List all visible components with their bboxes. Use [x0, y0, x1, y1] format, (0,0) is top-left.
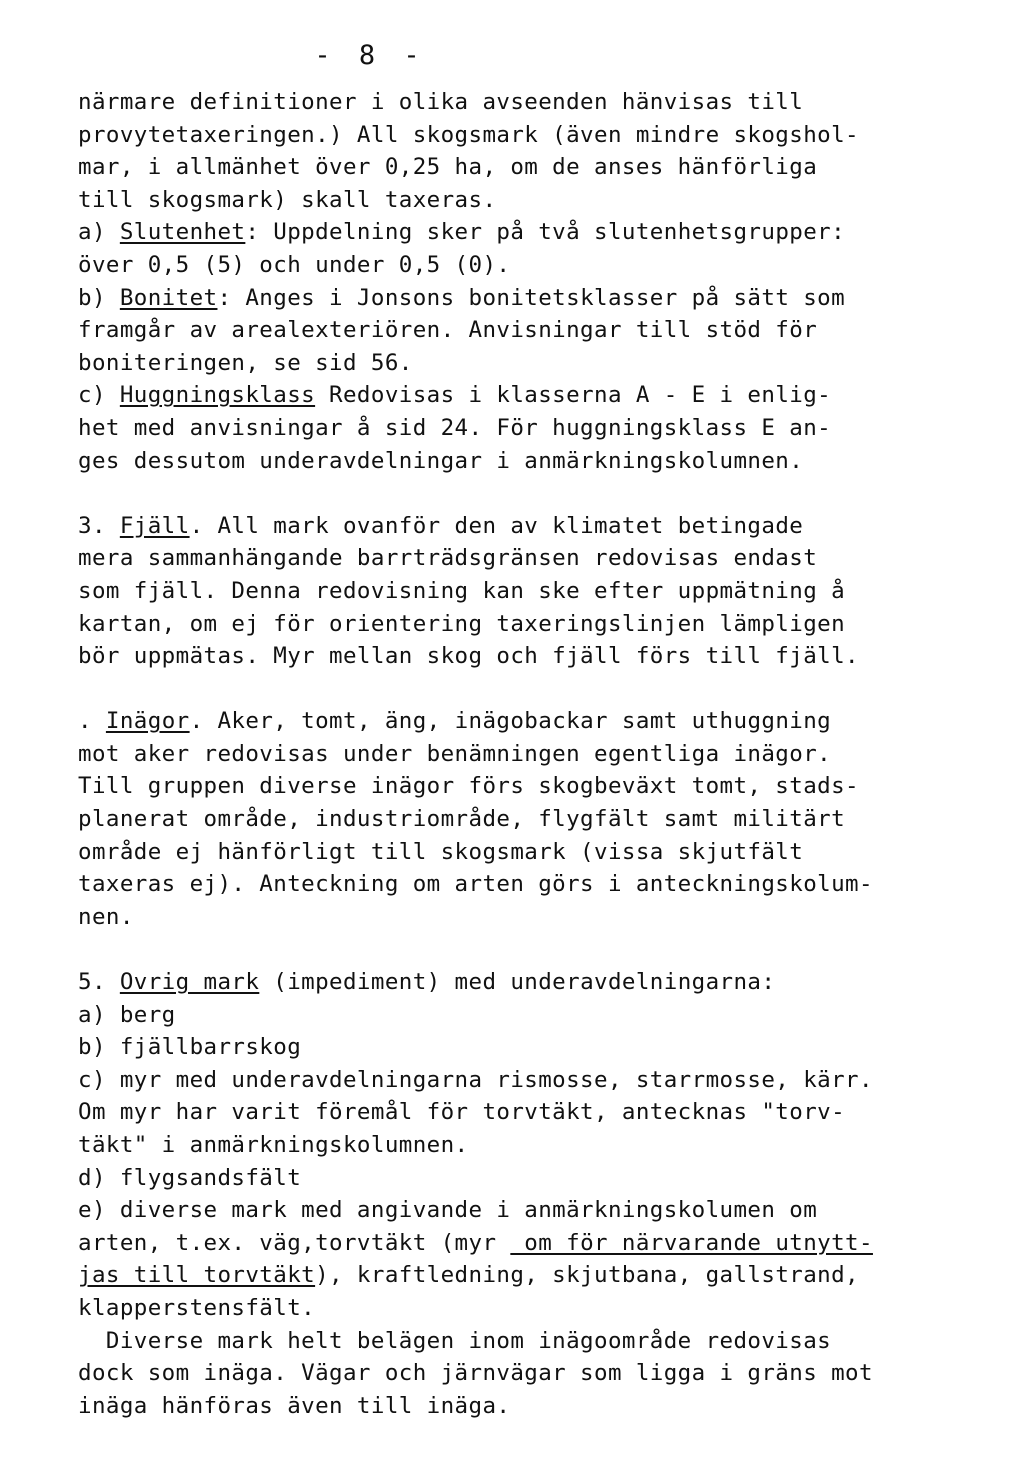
underlined-phrase: om för närvarande utnytt-	[510, 1229, 873, 1256]
document-body	[78, 86, 1008, 1422]
text-line: b) fjällbarrskog	[78, 1034, 302, 1061]
text-line: taxeras ej). Anteckning om arten görs i anteckningskolum-	[78, 871, 873, 898]
heading-ovrig-mark: Ovrig mark	[119, 969, 260, 996]
text-line: inäga hänföras även till inäga.	[78, 1392, 511, 1419]
text-line: närmare definitioner i olika avseenden hänvisas till	[78, 89, 804, 115]
text-line: över 0,5 (5) och under 0,5 (0).	[78, 251, 511, 278]
text-line: planerat område, industriområde, flygfält samt militärt	[78, 806, 846, 833]
text-line: het med anvisningar å sid 24. För huggningsklass E an-	[78, 414, 832, 441]
text-line: b) Bonitet: Anges i Jonsons bonitetsklasser på sätt som	[78, 284, 846, 311]
text-line: c) Huggningsklass Redovisas i klasserna A - E i enlig-	[78, 382, 832, 409]
text-line: ges dessutom underavdelningar i anmärkningskolumnen.	[78, 447, 804, 474]
heading-fjall: Fjäll	[119, 512, 190, 539]
paragraph-gap	[78, 477, 1008, 510]
text-line: kartan, om ej för orientering taxeringslinjen lämpligen	[78, 610, 846, 637]
text-line: täkt" i anmärkningskolumnen.	[78, 1132, 469, 1158]
page-number: - 8 -	[314, 40, 426, 71]
text-line: dock som inäga. Vägar och järnvägar som ligga i gräns mot	[78, 1360, 873, 1387]
text-line: mera sammanhängande barrträdsgränsen redovisas endast	[78, 545, 818, 572]
text-line: arten, t.ex. väg,torvtäkt (myr om för närvarande utnytt-	[78, 1229, 873, 1256]
text-line: a) Slutenhet: Uppdelning sker på två slutenhetsgrupper:	[78, 219, 846, 246]
text-line: 5. Ovrig mark (impediment) med underavdelningarna:	[78, 969, 776, 996]
text-line: 3. Fjäll. All mark ovanför den av klimatet betingade	[78, 512, 804, 539]
text-line: e) diverse mark med angivande i anmärkningskolumen om	[78, 1197, 818, 1224]
heading-bonitet: Bonitet	[119, 284, 218, 311]
heading-slutenhet: Slutenhet	[119, 219, 246, 246]
paragraph-gap	[78, 933, 1008, 966]
text-line: boniteringen, se sid 56.	[78, 349, 413, 376]
text-line: bör uppmätas. Myr mellan skog och fjäll förs till fjäll.	[78, 643, 859, 670]
text-line: klapperstensfält.	[78, 1294, 316, 1321]
text-line: Diverse mark helt belägen inom inägoområde redovisas	[78, 1327, 832, 1354]
text-line: nen.	[78, 903, 134, 930]
text-line: . Inägor. Aker, tomt, äng, inägobackar samt uthuggning	[78, 708, 832, 735]
heading-huggningsklass: Huggningsklass	[119, 382, 316, 409]
text-line: a) berg	[78, 1001, 176, 1028]
text-line: Till gruppen diverse inägor förs skogbeväxt tomt, stads-	[78, 773, 859, 800]
text-line: Om myr har varit föremål för torvtäkt, antecknas "torv-	[78, 1099, 846, 1126]
text-line: område ej hänförligt till skogsmark (vissa skjutfält	[78, 838, 804, 865]
paragraph-gap	[78, 673, 1008, 706]
text-line: d) flygsandsfält	[78, 1164, 302, 1191]
text-line: mar, i allmänhet över 0,25 ha, om de anses hänförliga	[78, 154, 818, 181]
text-line: framgår av arealexteriören. Anvisningar till stöd för	[78, 317, 818, 344]
underlined-phrase: jas till torvtäkt	[78, 1262, 316, 1289]
text-line: jas till torvtäkt), kraftledning, skjutbana, gallstrand,	[78, 1262, 859, 1289]
text-line: mot aker redovisas under benämningen egentliga inägor.	[78, 740, 832, 767]
heading-inagor: Inägor	[105, 708, 190, 735]
text-line: provytetaxeringen.) All skogsmark (även mindre skogshol-	[78, 121, 859, 148]
text-line: c) myr med underavdelningarna rismosse, starrmosse, kärr.	[78, 1066, 873, 1093]
text-line: till skogsmark) skall taxeras.	[78, 186, 497, 213]
text-line: som fjäll. Denna redovisning kan ske efter uppmätning å	[78, 577, 846, 604]
